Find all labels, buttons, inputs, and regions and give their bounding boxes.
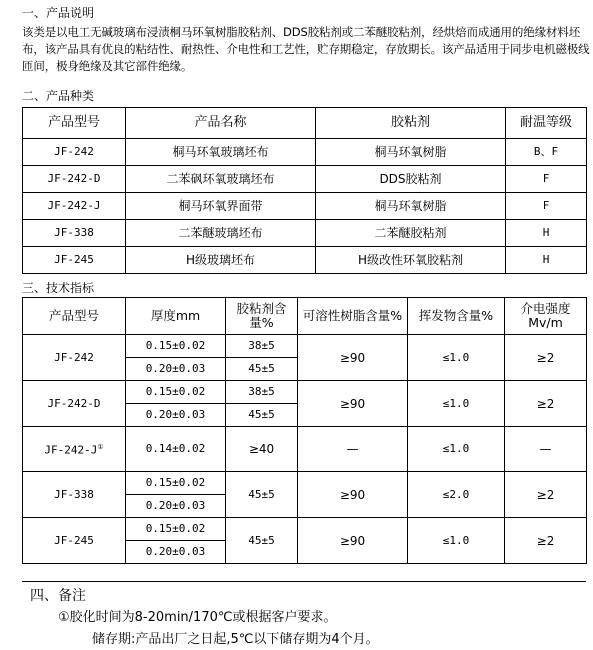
footnote-marker: ① — [97, 443, 104, 452]
dielectric-cell: ≥2 — [505, 335, 587, 381]
adhesive-cell: 桐马环氧树脂 — [316, 193, 506, 220]
section-4-heading: 四、备注 — [30, 588, 86, 604]
name-cell: 二苯醚玻璃坯布 — [126, 220, 316, 247]
thickness-cell: 0.15±0.02 — [126, 472, 226, 495]
model-cell: JF-338 — [23, 472, 126, 518]
model-text: JF-242-J — [44, 443, 98, 457]
model-cell: JF-242 — [23, 139, 126, 166]
glue-content-cell: 45±5 — [226, 472, 298, 518]
resin-cell: ≥90 — [298, 518, 408, 564]
resin-cell: ≥90 — [298, 335, 408, 381]
dielectric-cell: ≥2 — [505, 381, 587, 427]
dielectric-cell: ≥2 — [505, 518, 587, 564]
temp-class-cell: B、F — [506, 139, 587, 166]
temp-class-cell: F — [506, 193, 587, 220]
table-row — [23, 381, 587, 404]
header-cell: 胶粘剂 — [316, 108, 506, 139]
model-cell: JF-245 — [23, 518, 126, 564]
glue-content-cell: 45±5 — [226, 518, 298, 564]
volatile-cell: ≤1.0 — [408, 335, 505, 381]
model-cell: JF-242 — [23, 335, 126, 381]
table-row — [23, 139, 587, 166]
section-2-heading: 二、产品种类 — [22, 89, 95, 103]
volatile-cell: ≤1.0 — [408, 518, 505, 564]
glue-content-cell: 45±5 — [226, 404, 298, 427]
section-1-heading: 一、产品说明 — [22, 6, 95, 20]
resin-cell: — — [298, 427, 408, 472]
adhesive-cell: H级改性环氧胶粘剂 — [316, 247, 506, 274]
volatile-cell: ≤2.0 — [408, 472, 505, 518]
header-cell: 厚度mm — [126, 298, 226, 335]
model-cell: JF-338 — [23, 220, 126, 247]
name-cell: 桐马环氧界面带 — [126, 193, 316, 220]
volatile-cell: ≤1.0 — [408, 427, 505, 472]
name-cell: 桐马环氧玻璃坯布 — [126, 139, 316, 166]
adhesive-cell: DDS胶粘剂 — [316, 166, 506, 193]
product-types-table — [22, 107, 587, 274]
table-row — [23, 193, 587, 220]
temp-class-cell: H — [506, 220, 587, 247]
model-cell: JF-245 — [23, 247, 126, 274]
resin-cell: ≥90 — [298, 472, 408, 518]
header-cell: 介电强度Mv/m — [505, 298, 587, 335]
header-cell: 耐温等级 — [506, 108, 587, 139]
name-cell: H级玻璃坯布 — [126, 247, 316, 274]
header-cell: 产品名称 — [126, 108, 316, 139]
thickness-cell: 0.15±0.02 — [126, 518, 226, 541]
thickness-cell: 0.20±0.03 — [126, 404, 226, 427]
model-cell: JF-242-D — [23, 166, 126, 193]
header-cell: 挥发物含量% — [408, 298, 505, 335]
header-cell: 产品型号 — [23, 298, 126, 335]
header-cell: 胶粘剂含量% — [226, 298, 298, 335]
glue-content-cell: 38±5 — [226, 335, 298, 358]
thickness-cell: 0.15±0.02 — [126, 381, 226, 404]
header-cell: 产品型号 — [23, 108, 126, 139]
adhesive-cell: 二苯醚胶粘剂 — [316, 220, 506, 247]
technical-specs-table — [22, 297, 587, 564]
glue-content-cell: ≥40 — [226, 427, 298, 472]
table-row — [23, 518, 587, 541]
thickness-cell: 0.20±0.03 — [126, 358, 226, 381]
header-cell: 可溶性树脂含量% — [298, 298, 408, 335]
table-header-row — [23, 108, 587, 139]
table-row — [23, 472, 587, 495]
temp-class-cell: F — [506, 166, 587, 193]
table-end-rule — [22, 581, 586, 582]
dielectric-cell: ≥2 — [505, 472, 587, 518]
thickness-cell: 0.20±0.03 — [126, 541, 226, 564]
glue-content-cell: 38±5 — [226, 381, 298, 404]
thickness-cell: 0.20±0.03 — [126, 495, 226, 518]
thickness-cell: 0.14±0.02 — [126, 427, 226, 472]
model-cell — [23, 427, 126, 472]
name-cell: 二苯砜环氧玻璃坯布 — [126, 166, 316, 193]
note-storage: 储存期:产品出厂之日起,5℃以下储存期为4个月。 — [92, 632, 379, 647]
temp-class-cell: H — [506, 247, 587, 274]
dielectric-cell: — — [505, 427, 587, 472]
note-gel-time: ①胶化时间为8-20min/170℃或根据客户要求。 — [58, 610, 337, 625]
glue-content-cell: 45±5 — [226, 358, 298, 381]
table-row — [23, 335, 587, 358]
resin-cell: ≥90 — [298, 381, 408, 427]
table-header-row — [23, 298, 587, 335]
table-row — [23, 247, 587, 274]
adhesive-cell: 桐马环氧树脂 — [316, 139, 506, 166]
table-row — [23, 427, 587, 472]
table-row — [23, 166, 587, 193]
section-3-heading: 三、技术指标 — [22, 281, 95, 295]
thickness-cell: 0.15±0.02 — [126, 335, 226, 358]
model-cell: JF-242-D — [23, 381, 126, 427]
model-cell: JF-242-J — [23, 193, 126, 220]
product-description: 该类是以电工无碱玻璃布浸渍桐马环氧树脂胶粘剂、DDS胶粘剂或二苯醚胶粘剂，经烘焙而成通用的绝缘材料坯布，该产品具有优良的粘结性、耐热性、介电性和工艺性，贮存期稳定，存放期长。该产品适用于同步电机磁极线匝间，极身绝缘及其它部件绝缘。 — [22, 25, 590, 73]
volatile-cell: ≤1.0 — [408, 381, 505, 427]
table-row — [23, 220, 587, 247]
